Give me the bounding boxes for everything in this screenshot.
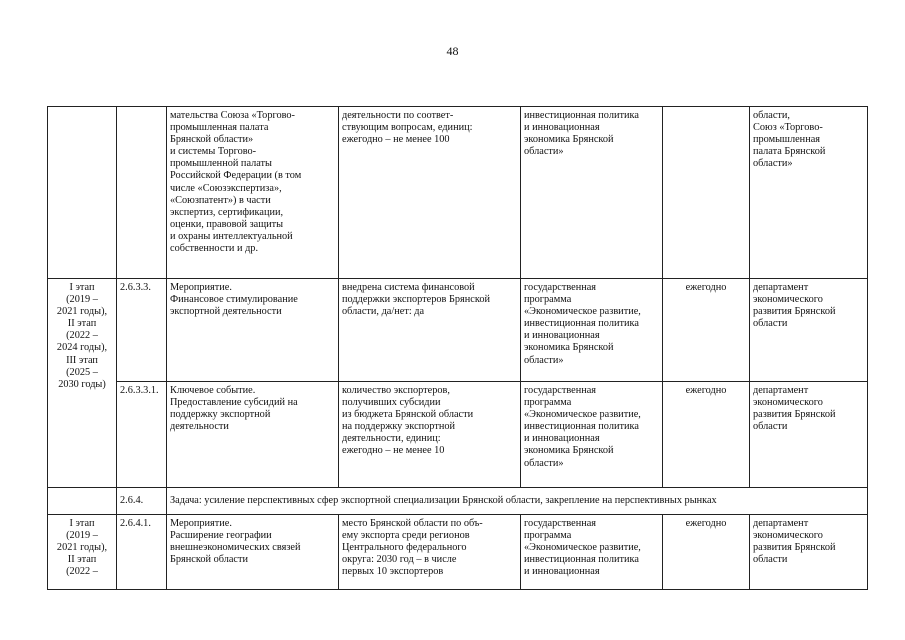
text-line: III этап [66, 354, 98, 366]
text-line: развития Брянской [753, 542, 836, 554]
text-line: Ключевое событие. [170, 385, 256, 396]
text-line: области» [524, 457, 564, 469]
term-cell: ежегодно [663, 515, 750, 590]
code-cell: 2.6.4.1. [117, 515, 167, 590]
stage-cell [48, 515, 117, 590]
page-number: 48 [446, 44, 459, 58]
text-line: мательства Союза «Торгово- [170, 110, 295, 121]
text-line: Предоставление субсидий на [170, 397, 298, 409]
text-line: внедрена система финансовой [342, 282, 475, 293]
measures-table [47, 106, 868, 590]
indicator-cell [339, 382, 521, 488]
text-line: экономического [753, 294, 823, 306]
name-cell [167, 382, 339, 488]
text-line: ежегодно – не менее 10 [342, 445, 445, 457]
text-line: палата Брянской [753, 146, 826, 158]
text-line: поддержку экспортной [170, 409, 271, 421]
text-line: Мероприятие. [170, 518, 232, 529]
program-cell [521, 515, 663, 590]
indicator-cell [339, 107, 521, 279]
text-line: поддержки экспортеров Брянской [342, 294, 490, 306]
text-line: Финансовое стимулирование [170, 294, 298, 306]
term-cell [663, 107, 750, 279]
text-line: государственная [524, 282, 597, 293]
text-line: области» [753, 158, 793, 170]
text-line: (2025 – [66, 366, 98, 378]
text-line: инвестиционная политика [524, 421, 639, 433]
executor-cell [750, 382, 868, 488]
text-line: и системы Торгово- [170, 146, 257, 158]
executor-cell [750, 107, 868, 279]
text-line: Союз «Торгово- [753, 122, 823, 134]
text-line: промышленной палаты [170, 158, 272, 170]
text-line: и инновационная [524, 122, 600, 134]
text-line: «Союзпатент») в части [170, 194, 271, 206]
text-line: области» [524, 146, 564, 158]
text-line: внешнеэкономических связей [170, 542, 301, 554]
text-line: Расширение географии [170, 530, 272, 542]
text-line: и охраны интеллектуальной [170, 230, 293, 242]
text-line: первых 10 экспортеров [342, 566, 444, 578]
text-line: и инновационная [524, 330, 600, 342]
stage-cell [48, 488, 117, 515]
text-line: и инновационная [524, 566, 600, 578]
text-line: области, [753, 110, 790, 121]
text-line: собственности и др. [170, 243, 259, 255]
text-line: программа [524, 397, 572, 409]
text-line: I этап [69, 518, 95, 529]
text-line: области [753, 318, 788, 330]
text-line: области, да/нет: да [342, 306, 425, 318]
text-line: I этап [69, 282, 95, 293]
text-line: области [753, 554, 788, 566]
text-line: и инновационная [524, 433, 600, 445]
text-line: экономика Брянской [524, 342, 614, 354]
program-cell [521, 279, 663, 382]
text-line: государственная [524, 385, 597, 396]
code-cell: 2.6.4. [117, 488, 167, 515]
code-cell: 2.6.3.3. [117, 279, 167, 382]
text-line: экономика Брянской [524, 134, 614, 146]
text-line: Российской Федерации (в том [170, 170, 302, 182]
text-line: из бюджета Брянской области [342, 409, 474, 421]
text-line: «Экономическое развитие, [524, 542, 641, 554]
name-cell [167, 515, 339, 590]
code-cell [117, 107, 167, 279]
text-line: «Экономическое развитие, [524, 409, 641, 421]
text-line: получивших субсидии [342, 397, 441, 409]
text-line: II этап [67, 318, 97, 330]
text-line: развития Брянской [753, 306, 836, 318]
text-line: (2019 – [66, 530, 98, 542]
table-row [48, 515, 868, 590]
executor-cell [750, 515, 868, 590]
text-line: программа [524, 530, 572, 542]
text-line: промышленная [753, 134, 821, 146]
code-cell: 2.6.3.3.1. [117, 382, 167, 488]
text-line: 2030 годы) [58, 378, 106, 390]
task-cell: Задача: усиление перспективных сфер экспортной специализации Брянской области, закрепление на перспективных рынках [167, 488, 868, 515]
text-line: экономика Брянской [524, 445, 614, 457]
table-row [48, 382, 868, 488]
text-line: экспертиз, сертификации, [170, 206, 284, 218]
text-line: II этап [67, 554, 97, 566]
text-line: округа: 2030 год – в числе [342, 554, 457, 566]
text-line: 2021 годы), [56, 306, 108, 318]
program-cell [521, 107, 663, 279]
indicator-cell [339, 515, 521, 590]
term-cell: ежегодно [663, 382, 750, 488]
text-line: экономического [753, 397, 823, 409]
text-line: инвестиционная политика [524, 110, 639, 121]
text-line: на поддержку экспортной [342, 421, 455, 433]
indicator-cell [339, 279, 521, 382]
text-line: департамент [753, 282, 809, 293]
text-line: деятельности [170, 421, 229, 433]
text-line: (2022 – [66, 330, 98, 342]
name-cell [167, 279, 339, 382]
stage-cell [48, 107, 117, 279]
text-line: инвестиционная политика [524, 318, 639, 330]
text-line: «Экономическое развитие, [524, 306, 641, 318]
text-line: 2024 годы), [56, 342, 108, 354]
text-line: оценки, правовой защиты [170, 218, 284, 230]
text-line: экспортной деятельности [170, 306, 282, 318]
text-line: деятельности, единиц: [342, 433, 441, 445]
text-line: промышленная палата [170, 122, 269, 134]
text-line: департамент [753, 385, 809, 396]
text-line: 2021 годы), [56, 542, 108, 554]
text-line: ствующим вопросам, единиц: [342, 122, 473, 134]
text-line: экономического [753, 530, 823, 542]
text-line: Мероприятие. [170, 282, 232, 293]
text-line: программа [524, 294, 572, 306]
text-line: (2019 – [66, 294, 98, 306]
executor-cell [750, 279, 868, 382]
text-line: Центрального федерального [342, 542, 467, 554]
table-row [48, 107, 868, 279]
text-line: числе «Союзэкспертиза», [170, 182, 282, 194]
text-line: Брянской области» [170, 134, 254, 146]
text-line: области» [524, 354, 564, 366]
text-line: инвестиционная политика [524, 554, 639, 566]
name-cell [167, 107, 339, 279]
stage-cell [48, 279, 117, 488]
text-line: (2022 – [66, 566, 98, 578]
text-line: департамент [753, 518, 809, 529]
text-line: ежегодно – не менее 100 [342, 134, 450, 146]
task-row [48, 488, 868, 515]
term-cell: ежегодно [663, 279, 750, 382]
text-line: место Брянской области по объ- [342, 518, 483, 529]
text-line: развития Брянской [753, 409, 836, 421]
program-cell [521, 382, 663, 488]
text-line: деятельности по соответ- [342, 110, 454, 121]
text-line: области [753, 421, 788, 433]
text-line: ему экспорта среди регионов [342, 530, 470, 542]
text-line: Брянской области [170, 554, 249, 566]
table-row [48, 279, 868, 382]
text-line: количество экспортеров, [342, 385, 450, 396]
text-line: государственная [524, 518, 597, 529]
